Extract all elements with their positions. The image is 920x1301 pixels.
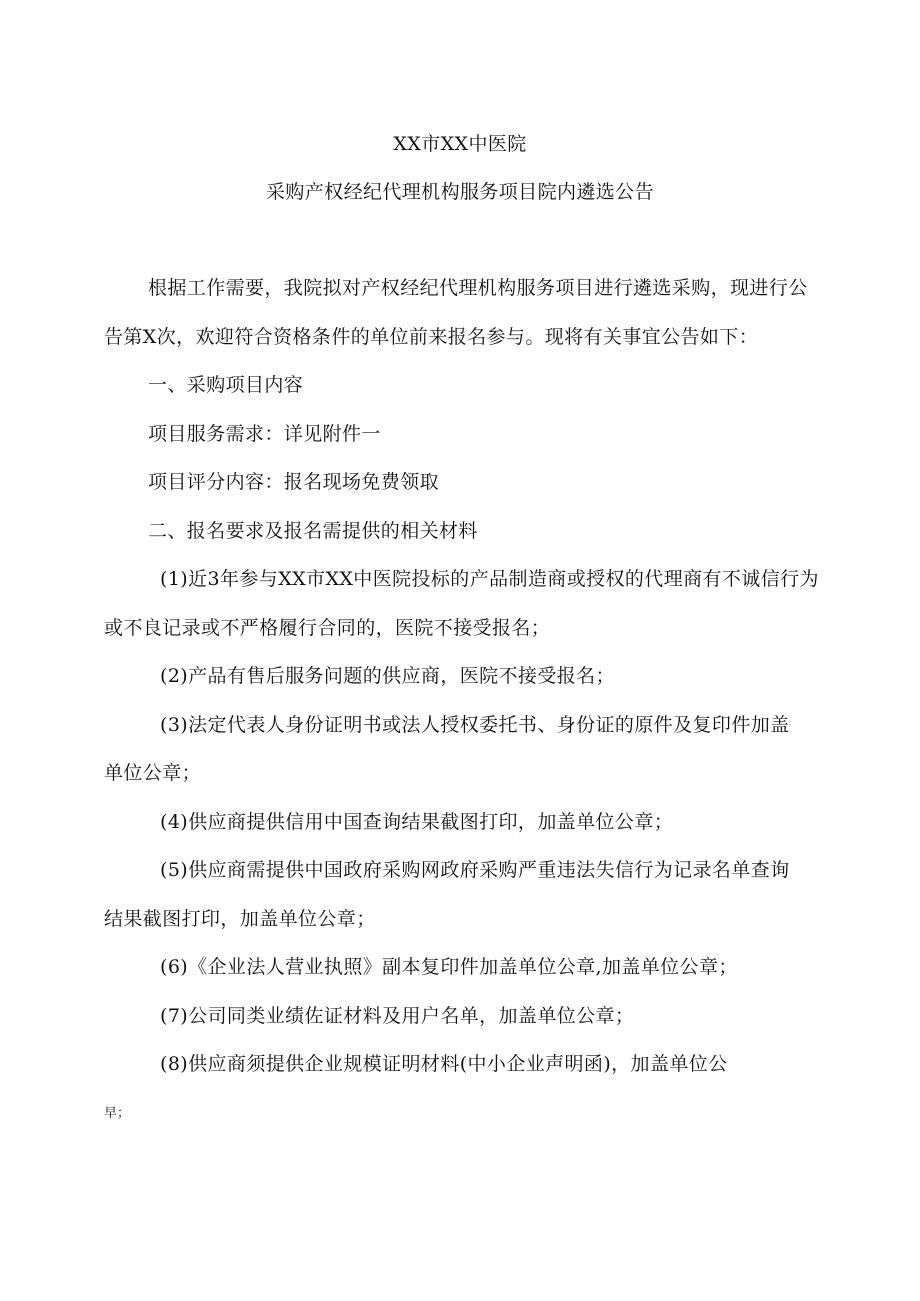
requirement-5-line-2: 结果截图打印，加盖单位公章；: [104, 908, 376, 930]
requirement-3-line-2: 单位公章；: [104, 762, 202, 784]
requirement-6-line: (6)《企业法人营业执照》副本复印件加盖单位公章,加盖单位公章；: [160, 956, 738, 978]
requirement-1-line-2: 或不良记录或不严格履行合同的，医院不接受报名；: [104, 617, 551, 639]
intro-line-1: 根据工作需要，我院拟对产权经纪代理机构服务项目进行遴选采购，现进行公: [148, 277, 808, 299]
section-2-heading: 二、报名要求及报名需提供的相关材料: [148, 520, 478, 542]
section-1-heading: 一、采购项目内容: [148, 374, 304, 396]
document-subtitle: 采购产权经纪代理机构服务项目院内遴选公告: [265, 181, 654, 203]
scoring-content-line: 项目评分内容：报名现场免费领取: [148, 471, 440, 493]
overflow-text: 早；: [104, 1106, 131, 1121]
intro-line-2: 告第X次，欢迎符合资格条件的单位前来报名参与。现将有关事宜公告如下：: [104, 326, 759, 348]
requirement-5-line-1: (5)供应商需提供中国政府采购网政府采购严重违法失信行为记录名单查询: [160, 859, 790, 881]
requirement-3-line-1: (3)法定代表人身份证明书或法人授权委托书、身份证的原件及复印件加盖: [160, 714, 790, 736]
document-title: XX市XX中医院: [393, 133, 527, 155]
requirement-1-line-1: (1)近3年参与XX市XX中医院投标的产品制造商或授权的代理商有不诚信行为: [160, 568, 819, 590]
requirement-7-line: (7)公司同类业绩佐证材料及用户名单，加盖单位公章；: [160, 1005, 635, 1027]
service-requirement-line: 项目服务需求：详见附件一: [148, 423, 381, 445]
requirement-8-line: (8)供应商须提供企业规模证明材料(中小企业声明函)，加盖单位公: [160, 1053, 728, 1075]
requirement-2-line: (2)产品有售后服务问题的供应商，医院不接受报名；: [160, 665, 615, 687]
requirement-4-line: (4)供应商提供信用中国查询结果截图打印，加盖单位公章；: [160, 811, 674, 833]
